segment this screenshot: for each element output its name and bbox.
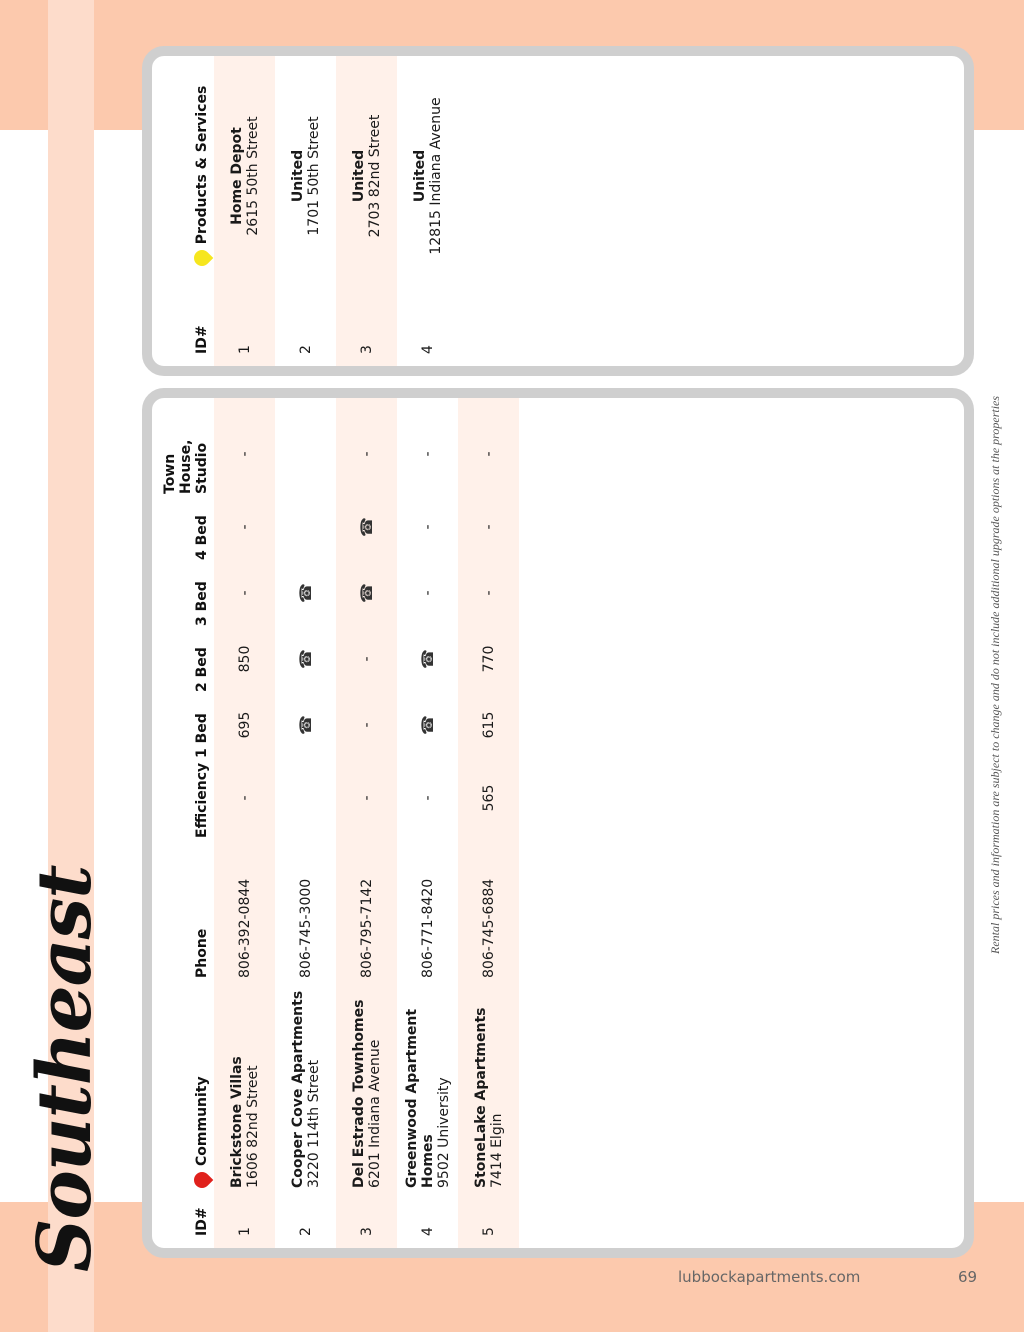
bed1-cell: 695 [236,711,253,739]
bed2-cell: 770 [480,645,497,673]
efficiency-cell: - [419,795,436,801]
townhouse-cell: - [419,451,436,457]
community-address: 7414 Elgin [488,1113,505,1188]
header-phone: Phone [194,928,210,978]
call-for-price-icon: ☎ [295,715,315,735]
call-for-price-icon: ☎ [356,583,376,603]
header-id: ID# [194,1207,210,1236]
page-title: Southeast [22,865,108,1272]
bed2-cell: - [358,656,375,662]
call-for-price-icon: ☎ [417,715,437,735]
community-name: Greenwood Apartment Homes [403,1008,436,1188]
footer-url[interactable]: lubbockapartments.com [678,1268,861,1286]
row-id: 4 [419,345,436,354]
efficiency-cell: - [236,795,253,801]
communities-header-row [152,398,214,1248]
community-address: 1606 82nd Street [244,1065,261,1188]
service-cell [229,56,261,296]
phone-cell: 806-795-7142 [358,878,375,978]
call-for-price-icon: ☎ [356,517,376,537]
service-name: United [411,149,428,203]
efficiency-cell: 565 [480,784,497,812]
service-cell [290,56,322,296]
community-row [458,398,519,1248]
community-row [214,398,275,1248]
service-address: 1701 50th Street [305,116,322,236]
community-name: Cooper Cove Apartments [289,990,306,1188]
community-row [336,398,397,1248]
service-row [397,56,458,366]
service-row [275,56,336,366]
header-1bed: 1 Bed [194,713,210,758]
community-address: 3220 114th Street [305,1059,322,1188]
services-header-row [152,56,214,366]
townhouse-cell: - [480,451,497,457]
townhouse-cell: - [358,451,375,457]
call-for-price-icon: ☎ [417,649,437,669]
townhouse-cell: - [236,451,253,457]
header-2bed: 2 Bed [194,647,210,692]
phone-cell: 806-392-0844 [236,878,253,978]
row-id: 1 [236,345,253,354]
service-address: 12815 Indiana Avenue [427,97,444,255]
bed4-cell: - [236,524,253,530]
yellow-map-pin-icon [191,247,214,270]
bed3-cell: - [419,590,436,596]
row-id: 1 [236,1227,253,1236]
community-name: Del Estrado Townhomes [350,999,367,1188]
header-products-label: Products & Services [194,85,210,245]
community-address: 6201 Indiana Avenue [366,1039,383,1188]
bed3-cell: - [480,590,497,596]
call-for-price-icon: ☎ [295,649,315,669]
communities-panel [142,388,974,1258]
service-row [336,56,397,366]
phone-cell: 806-771-8420 [419,878,436,978]
service-name: United [350,149,367,203]
service-address: 2703 82nd Street [366,114,383,238]
service-cell [412,56,444,296]
services-panel [142,46,974,376]
community-cell [290,978,322,1188]
service-name: United [289,149,306,203]
phone-cell: 806-745-6884 [480,878,497,978]
row-id: 3 [358,345,375,354]
service-cell [351,56,383,296]
community-cell [473,978,505,1188]
community-name: StoneLake Apartments [472,1007,489,1188]
header-4bed: 4 Bed [194,515,210,560]
header-community-label: Community [194,1076,210,1166]
red-map-pin-icon [191,1169,214,1192]
phone-cell: 806-745-3000 [297,878,314,978]
community-name: Brickstone Villas [228,1056,245,1188]
community-address: 9502 University [435,1077,452,1188]
bed4-cell: - [480,524,497,530]
call-for-price-icon: ☎ [295,583,315,603]
header-efficiency: Efficiency [194,762,210,838]
bed1-cell: 615 [480,711,497,739]
row-id: 4 [419,1227,436,1236]
row-id: 5 [480,1227,497,1236]
community-cell [229,978,261,1188]
community-cell [404,978,452,1188]
community-row [275,398,336,1248]
bed4-cell: - [419,524,436,530]
community-cell [351,978,383,1188]
community-row [397,398,458,1248]
service-address: 2615 50th Street [244,116,261,236]
service-row [214,56,275,366]
header-community [194,978,210,1188]
footnote: Rental prices and information are subject to change and do not include additional upgrade options at the properties [988,395,1002,954]
header-products [194,56,210,296]
header-townhouse: Town House, Studio [162,439,210,494]
efficiency-cell: - [358,795,375,801]
bed2-cell: 850 [236,645,253,673]
row-id: 2 [297,1227,314,1236]
row-id: 3 [358,1227,375,1236]
header-id: ID# [194,325,210,354]
header-3bed: 3 Bed [194,581,210,626]
service-name: Home Depot [228,127,245,225]
page-number: 69 [958,1268,978,1286]
bed3-cell: - [236,590,253,596]
bed1-cell: - [358,722,375,728]
row-id: 2 [297,345,314,354]
